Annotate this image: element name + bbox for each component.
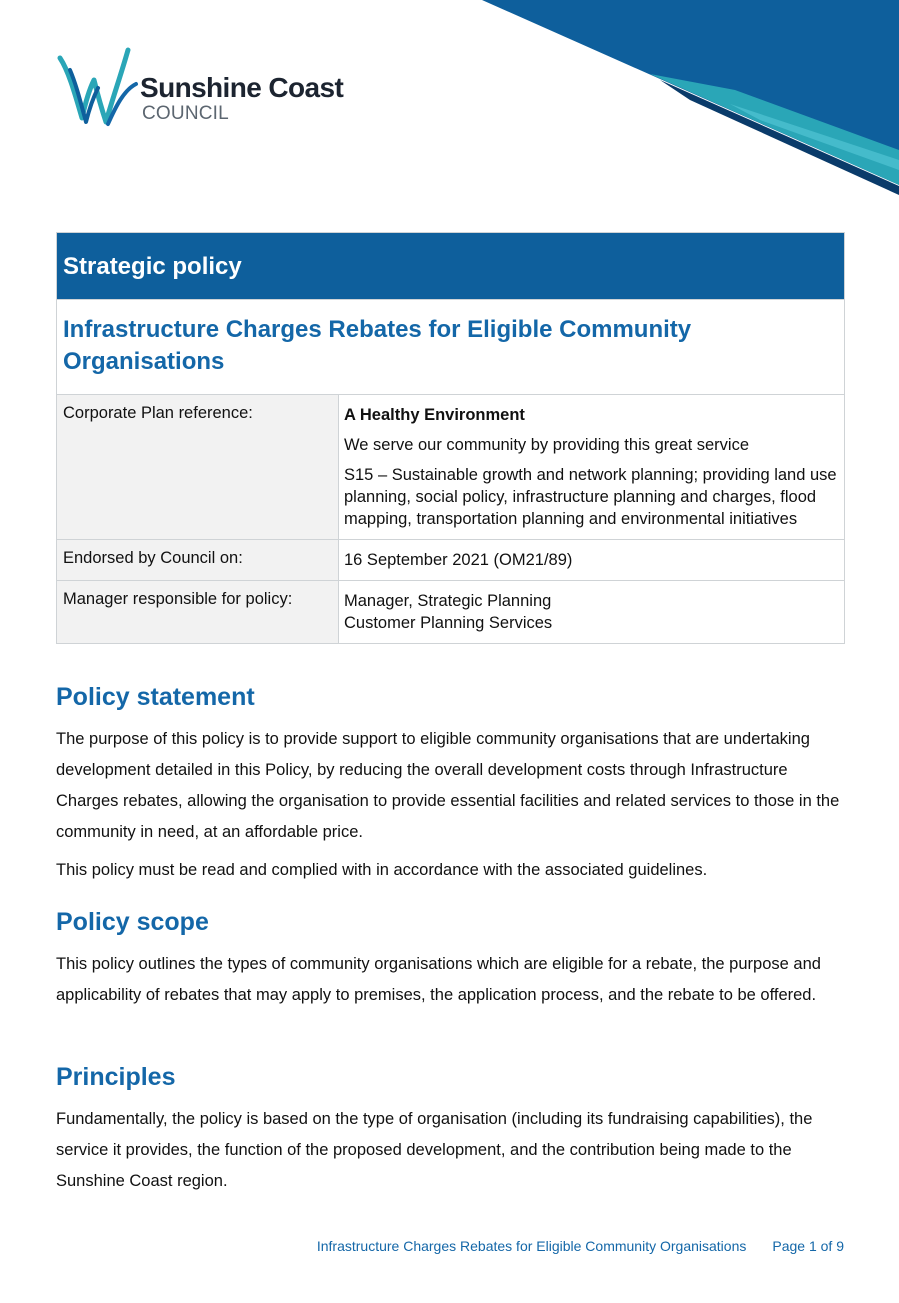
endorsed-date: 16 September 2021 (OM21/89) [344,551,573,569]
meta-value [339,581,845,644]
corporate-plan-line1: We serve our community by providing this great service [344,436,750,454]
policy-statement-paragraph: The purpose of this policy is to provide support to eligible community organisations that are undertaking development detailed in this Policy, by reducing the overall development costs through Infrastructure Charges rebates, allowing the organisation to provide essential facilities and related services to those in the community in need, at an affordable price. [56,730,840,841]
page-footer [317,1238,844,1254]
logo-subtitle: COUNCIL [142,103,229,124]
meta-row-manager [57,581,844,644]
meta-row-corporate-plan [57,395,844,540]
meta-value [339,540,845,581]
section-heading-policy-statement: Policy statement [56,683,255,711]
footer-page-number: Page 1 of 9 [772,1238,844,1254]
manager-line2: Customer Planning Services [344,614,553,632]
meta-value [339,395,845,540]
corporate-plan-line2: S15 – Sustainable growth and network planning; providing land use planning, social policy, infrastructure planning and charges, flood mapping, transportation planning and environmental initiatives [344,466,837,528]
council-logo [56,40,376,130]
meta-label: Corporate Plan reference: [57,395,339,540]
policy-meta-table [57,394,844,643]
meta-label: Manager responsible for policy: [57,581,339,644]
meta-row-endorsed [57,540,844,581]
meta-label: Endorsed by Council on: [57,540,339,581]
policy-statement-note: This policy must be read and complied with in accordance with the associated guidelines. [56,861,708,879]
policy-type-banner: Strategic policy [57,233,844,299]
wave-logo-icon [56,40,140,130]
logo-name: Sunshine Coast [140,72,344,103]
principles-paragraph: Fundamentally, the policy is based on the type of organisation (including its fundraising capabilities), the service it provides, the function of the proposed development, and the contribution being made to the Sunshine Coast region. [56,1110,813,1190]
policy-header-box [56,232,845,644]
policy-scope-paragraph: This policy outlines the types of community organisations which are eligible for a rebate, the purpose and applicability of rebates that may apply to premises, the application process, and the rebate to be offered. [56,955,821,1004]
section-heading-principles: Principles [56,1063,176,1091]
manager-line1: Manager, Strategic Planning [344,592,552,610]
policy-title: Infrastructure Charges Rebates for Eligible Community Organisations [57,299,844,394]
corporate-plan-heading: A Healthy Environment [344,406,525,424]
section-heading-policy-scope: Policy scope [56,908,209,936]
footer-document-title: Infrastructure Charges Rebates for Eligible Community Organisations [316,1238,747,1254]
